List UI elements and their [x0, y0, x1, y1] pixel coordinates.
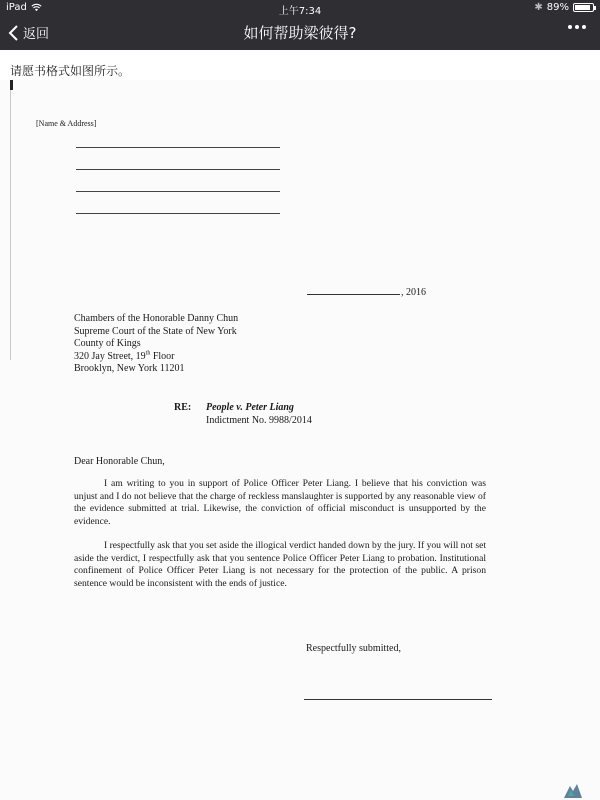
bluetooth-icon: ✱ — [534, 2, 543, 13]
recipient-line: Brooklyn, New York 11201 — [74, 363, 185, 374]
article-caption: 请愿书格式如图所示。 — [10, 64, 131, 78]
scan-edge-line — [10, 90, 11, 360]
battery-icon — [573, 3, 594, 12]
case-name: People v. Peter Liang — [206, 402, 294, 413]
floor-text: Floor — [150, 350, 175, 362]
device-label: iPad — [6, 2, 27, 13]
battery-fill — [575, 5, 590, 10]
street-text: 320 Jay Street, 19 — [74, 350, 146, 362]
more-options-button[interactable] — [568, 25, 586, 29]
status-time: 上午7:34 — [278, 6, 322, 17]
closing: Respectfully submitted, — [306, 643, 401, 654]
ordinal-suffix: th — [145, 350, 151, 357]
body-paragraph: I am writing to you in support of Police Officer Peter Liang. I believe that his conviction was unjust and I do not believe that the charge of reckless manslaughter is supported by any reasonable view of the evidence submitted at trial. Likewise, the conviction of official misconduct is unsupported by the evidence. — [74, 478, 486, 527]
nav-bar — [0, 16, 600, 50]
address-blank-line — [76, 169, 280, 170]
status-bar — [0, 0, 600, 16]
battery-percent: 89% — [546, 2, 569, 13]
more-dot-icon — [575, 25, 579, 29]
address-blank-line — [76, 147, 280, 148]
address-blank-line — [76, 191, 280, 192]
corner-logo-icon — [562, 782, 584, 800]
signature-line — [304, 699, 492, 700]
top-chrome — [0, 0, 600, 50]
name-address-label: [Name & Address] — [36, 119, 97, 128]
body-paragraph: I respectfully ask that you set aside the illogical verdict handed down by the jury. If you will not set aside the verdict, I respectfully ask that you sentence Police Officer Peter Liang to probation. Institutional confinement of Police Officer Peter Liang is not necessary for the protection of the public. A prison sentence would be inconsistent with the ends of justice. — [74, 540, 486, 589]
scan-corner-mark — [10, 80, 13, 90]
recipient-line: Supreme Court of the State of New York — [74, 325, 237, 337]
indictment-number: Indictment No. 9988/2014 — [206, 415, 312, 426]
recipient-line: County of Kings — [74, 338, 141, 349]
more-dot-icon — [568, 25, 572, 29]
back-label: 返回 — [23, 27, 50, 42]
page-title: 如何帮助梁彼得? — [243, 24, 357, 42]
date-blank-line — [307, 294, 400, 295]
status-right — [534, 2, 594, 13]
address-blank-line — [76, 213, 280, 214]
more-dot-icon — [582, 25, 586, 29]
recipient-address — [74, 313, 238, 376]
recipient-line: Chambers of the Honorable Danny Chun — [74, 313, 239, 324]
petition-letter-image[interactable] — [0, 80, 600, 800]
recipient-line — [74, 351, 238, 364]
re-label: RE: — [174, 402, 192, 413]
salutation: Dear Honorable Chun, — [74, 456, 165, 467]
date-year: , 2016 — [401, 287, 426, 298]
